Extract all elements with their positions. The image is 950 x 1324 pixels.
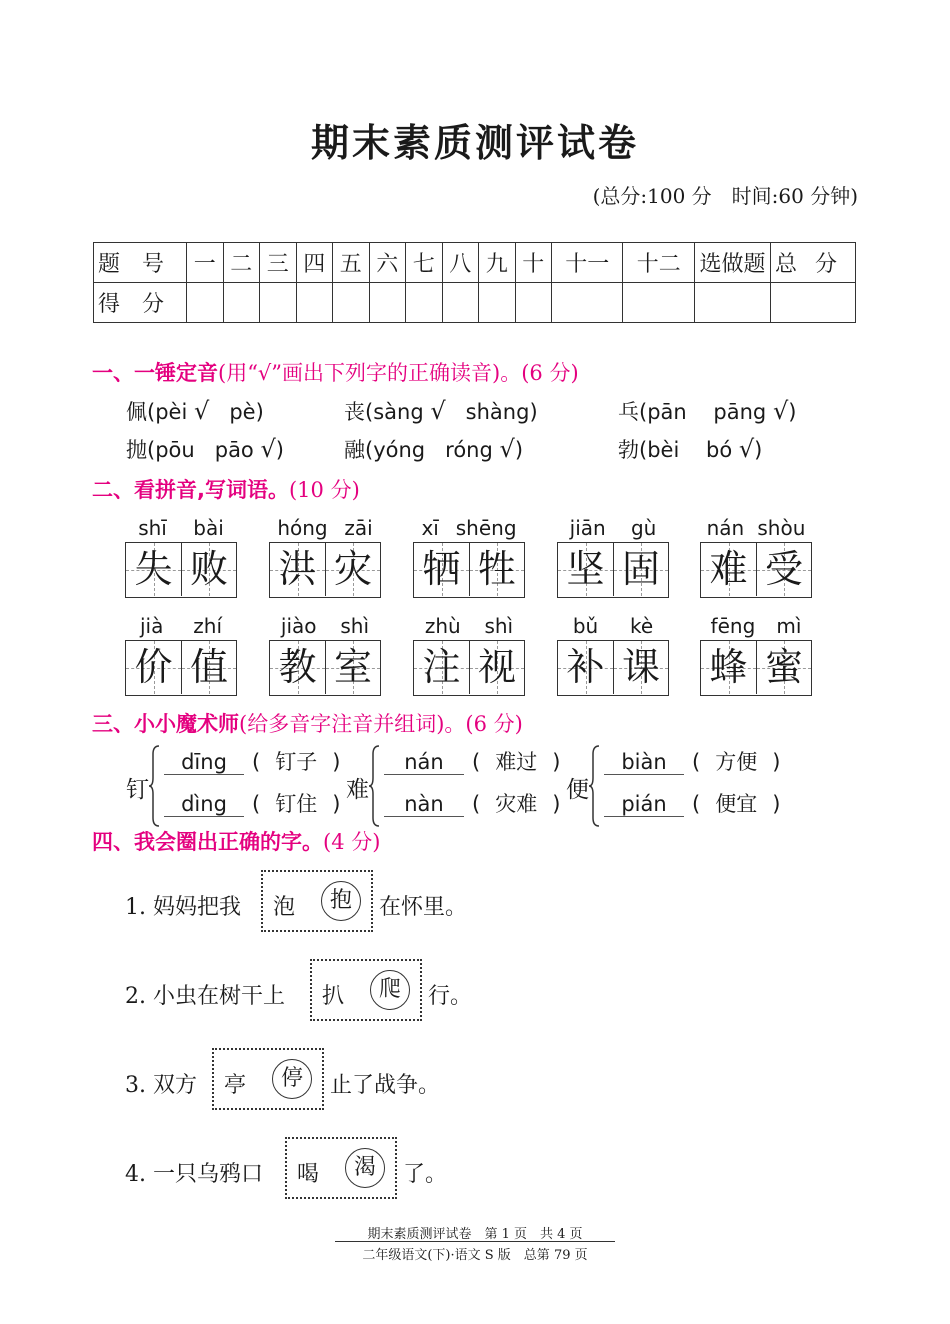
pron-option-b: pè bbox=[229, 400, 256, 424]
question-lead: 2. 小虫在树干上 bbox=[125, 984, 285, 1009]
pron-item: 乓(pān pāng √) bbox=[618, 397, 797, 425]
pron-option-b: shàng bbox=[465, 400, 530, 424]
question-tail: 止了战争。 bbox=[330, 1073, 441, 1098]
word-pinyin: zhí bbox=[193, 614, 223, 638]
brace-icon bbox=[588, 744, 600, 828]
check-mark-icon: √ bbox=[260, 435, 276, 463]
section-1-title: 一、一锤定音 bbox=[92, 361, 218, 385]
section-2-note: (10 分) bbox=[288, 478, 360, 502]
word-char: 固 bbox=[621, 547, 660, 591]
word-char: 牲 bbox=[477, 547, 516, 591]
section-1-heading bbox=[92, 357, 579, 387]
score-cell bbox=[442, 283, 479, 323]
polyphone-group: 钉 dīng ( 钉子 ) dìng ( 钉住 ) bbox=[126, 744, 351, 828]
section-3-title: 三、小小魔术师 bbox=[92, 712, 239, 736]
polyphone-char: 钉 bbox=[126, 777, 149, 803]
polyphone-group: 便 biàn ( 方便 ) pián ( 便宜 ) bbox=[566, 744, 791, 828]
word-answer: 钉住 bbox=[275, 792, 318, 816]
word-pinyin: shòu bbox=[757, 516, 806, 540]
section-2-heading bbox=[92, 474, 360, 504]
pron-option-a: yóng bbox=[373, 438, 426, 462]
section-2-title: 二、看拼音,写词语。 bbox=[92, 478, 289, 502]
section-1-note: (用“√”画出下列字的正确读音)。(6 分) bbox=[218, 361, 579, 385]
word-char: 视 bbox=[477, 645, 516, 689]
choice-circled: 停 bbox=[272, 1059, 312, 1099]
pron-item: 佩(pèi √ pè) bbox=[126, 397, 264, 425]
word-answer: 方便 bbox=[715, 750, 758, 774]
col-9: 九 bbox=[479, 243, 516, 283]
word-grid bbox=[413, 612, 525, 696]
word-pinyin: shì bbox=[340, 614, 370, 638]
word-pinyin: jiān bbox=[569, 516, 606, 540]
question-lead: 4. 一只乌鸦口 bbox=[125, 1162, 263, 1187]
word-char: 牺 bbox=[422, 547, 461, 591]
pinyin-answer: nàn bbox=[384, 792, 464, 817]
choice-circled: 抱 bbox=[321, 881, 361, 921]
footer-book-info: 二年级语文(下)·语文 S 版 总第 79 页 bbox=[362, 1248, 588, 1263]
word-pinyin: bài bbox=[193, 516, 224, 540]
word-pinyin: fēng bbox=[710, 614, 756, 638]
brace-icon bbox=[148, 744, 160, 828]
col-6: 六 bbox=[369, 243, 406, 283]
pron-option-a: bèi bbox=[647, 438, 680, 462]
question-tail: 在怀里。 bbox=[379, 895, 468, 920]
col-7: 七 bbox=[406, 243, 443, 283]
check-mark-icon: √ bbox=[430, 397, 446, 425]
word-answer: 灾难 bbox=[495, 792, 538, 816]
score-cell bbox=[333, 283, 370, 323]
choice-wrong: 泡 bbox=[273, 895, 296, 920]
word-grid bbox=[557, 612, 669, 696]
word-pinyin: kè bbox=[629, 614, 654, 638]
word-pinyin: jià bbox=[139, 614, 164, 638]
pinyin-answer: nán bbox=[384, 750, 464, 775]
pron-option-b: pāng bbox=[713, 400, 767, 424]
word-char: 补 bbox=[566, 645, 605, 689]
score-time-info: (总分:100 分 时间:60 分钟) bbox=[592, 184, 858, 208]
word-pinyin: mì bbox=[776, 614, 802, 638]
question-tail: 了。 bbox=[403, 1162, 448, 1187]
choice-wrong: 扒 bbox=[322, 984, 345, 1009]
word-char: 失 bbox=[134, 547, 173, 591]
polyphone-char: 难 bbox=[346, 777, 369, 803]
word-char: 教 bbox=[278, 645, 317, 689]
word-char: 受 bbox=[764, 547, 803, 591]
polyphone-char: 便 bbox=[566, 777, 589, 803]
word-char: 灾 bbox=[333, 547, 372, 591]
word-grid bbox=[125, 612, 237, 696]
word-char: 败 bbox=[189, 547, 228, 591]
score-cell bbox=[770, 283, 855, 323]
word-pinyin: xī bbox=[421, 516, 439, 540]
choice-circled: 渴 bbox=[345, 1148, 385, 1188]
section-4-title: 四、我会圈出正确的字。 bbox=[92, 830, 323, 854]
col-4: 四 bbox=[296, 243, 333, 283]
score-cell bbox=[623, 283, 695, 323]
word-grid bbox=[413, 514, 525, 598]
section-4-note: (4 分) bbox=[323, 830, 381, 854]
word-char: 价 bbox=[134, 645, 173, 689]
choice-circled: 爬 bbox=[370, 970, 410, 1010]
pron-char: 抛 bbox=[126, 438, 147, 462]
check-mark-icon: √ bbox=[772, 397, 789, 425]
word-answer: 便宜 bbox=[715, 792, 758, 816]
question-lead: 3. 双方 bbox=[125, 1073, 197, 1098]
word-answer: 钉子 bbox=[275, 750, 318, 774]
footer-divider bbox=[335, 1241, 615, 1242]
pinyin-answer: dīng bbox=[164, 750, 244, 775]
check-mark-icon: √ bbox=[193, 397, 210, 425]
pron-item: 丧(sàng √ shàng) bbox=[344, 397, 538, 425]
word-pinyin: zāi bbox=[344, 516, 373, 540]
row-head-number: 题号 bbox=[94, 243, 187, 283]
word-char: 洪 bbox=[278, 547, 317, 591]
word-char: 注 bbox=[422, 645, 461, 689]
word-pinyin: bǔ bbox=[572, 614, 599, 638]
col-3: 三 bbox=[260, 243, 297, 283]
word-pinyin: hóng bbox=[277, 516, 328, 540]
word-grid bbox=[700, 612, 812, 696]
polyphone-group: 难 nán ( 难过 ) nàn ( 灾难 ) bbox=[346, 744, 571, 828]
word-char: 课 bbox=[621, 645, 660, 689]
pron-option-a: pèi bbox=[155, 400, 188, 424]
pron-option-a: sàng bbox=[373, 400, 424, 424]
score-cell bbox=[369, 283, 406, 323]
score-cell bbox=[552, 283, 623, 323]
word-char: 难 bbox=[709, 547, 748, 591]
score-table bbox=[93, 242, 856, 323]
pron-option-a: pōu bbox=[155, 438, 195, 462]
pron-item: 融(yóng róng √) bbox=[344, 435, 524, 463]
pinyin-answer: biàn bbox=[604, 750, 684, 775]
score-cell bbox=[223, 283, 260, 323]
score-table-header-row bbox=[94, 243, 856, 283]
score-table-score-row bbox=[94, 283, 856, 323]
pron-option-b: pāo bbox=[214, 438, 254, 462]
pron-char: 乓 bbox=[618, 400, 639, 424]
pron-option-b: bó bbox=[706, 438, 733, 462]
brace-icon bbox=[368, 744, 380, 828]
question-tail: 行。 bbox=[428, 984, 473, 1009]
pron-option-a: pān bbox=[647, 400, 687, 424]
col-optional: 选做题 bbox=[694, 243, 770, 283]
check-mark-icon: √ bbox=[738, 435, 755, 463]
pinyin-answer: dìng bbox=[164, 792, 244, 817]
word-grid bbox=[269, 514, 381, 598]
col-12: 十二 bbox=[623, 243, 695, 283]
page-title: 期末素质测评试卷 bbox=[310, 120, 639, 165]
score-cell bbox=[260, 283, 297, 323]
word-char: 蜂 bbox=[709, 645, 748, 689]
word-pinyin: nán bbox=[706, 516, 745, 540]
word-char: 蜜 bbox=[764, 645, 803, 689]
col-total: 总分 bbox=[770, 243, 855, 283]
check-mark-icon: √ bbox=[499, 435, 515, 463]
footer-page-info: 期末素质测评试卷 第 1 页 共 4 页 bbox=[367, 1227, 583, 1242]
row-head-score: 得分 bbox=[94, 283, 187, 323]
section-4-heading bbox=[92, 826, 380, 856]
score-cell bbox=[694, 283, 770, 323]
col-10: 十 bbox=[515, 243, 552, 283]
word-answer: 难过 bbox=[495, 750, 538, 774]
question-lead: 1. 妈妈把我 bbox=[125, 895, 241, 920]
word-grid bbox=[125, 514, 237, 598]
pron-char: 勃 bbox=[618, 438, 639, 462]
pron-char: 融 bbox=[344, 438, 365, 462]
word-char: 室 bbox=[333, 645, 372, 689]
score-cell bbox=[187, 283, 224, 323]
score-cell bbox=[296, 283, 333, 323]
section-3-heading bbox=[92, 708, 523, 738]
word-pinyin: shēng bbox=[455, 516, 517, 540]
choice-wrong: 亭 bbox=[224, 1073, 247, 1098]
pron-item: 抛(pōu pāo √) bbox=[126, 435, 284, 463]
word-grid bbox=[700, 514, 812, 598]
col-5: 五 bbox=[333, 243, 370, 283]
pron-item: 勃(bèi bó √) bbox=[618, 435, 763, 463]
pron-char: 佩 bbox=[126, 400, 147, 424]
word-pinyin: shī bbox=[138, 516, 167, 540]
col-8: 八 bbox=[442, 243, 479, 283]
col-1: 一 bbox=[187, 243, 224, 283]
word-char: 值 bbox=[189, 645, 228, 689]
pron-option-b: róng bbox=[445, 438, 493, 462]
section-3-note: (给多音字注音并组词)。(6 分) bbox=[239, 712, 523, 736]
col-2: 二 bbox=[223, 243, 260, 283]
col-11: 十一 bbox=[552, 243, 623, 283]
word-pinyin: shì bbox=[484, 614, 514, 638]
word-pinyin: jiào bbox=[280, 614, 317, 638]
pinyin-answer: pián bbox=[604, 792, 684, 817]
score-cell bbox=[406, 283, 443, 323]
pron-char: 丧 bbox=[344, 400, 365, 424]
score-cell bbox=[515, 283, 552, 323]
word-grid bbox=[557, 514, 669, 598]
word-pinyin: gù bbox=[630, 516, 657, 540]
choice-wrong: 喝 bbox=[297, 1162, 320, 1187]
word-grid bbox=[269, 612, 381, 696]
word-char: 坚 bbox=[566, 547, 605, 591]
word-pinyin: zhù bbox=[424, 614, 461, 638]
score-cell bbox=[479, 283, 516, 323]
